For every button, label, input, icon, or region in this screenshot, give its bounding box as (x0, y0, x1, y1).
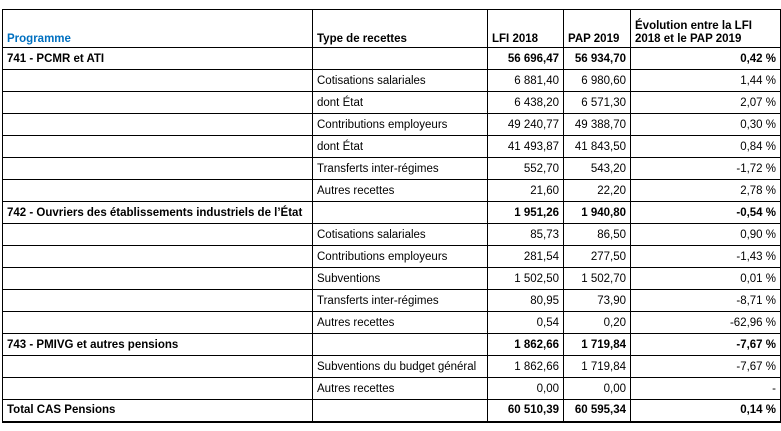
cell-programme (3, 312, 313, 334)
cell-evolution: -62,96 % (631, 312, 781, 334)
table-row (3, 268, 781, 290)
cell-lfi-2018: 1 502,50 (488, 268, 564, 290)
cell-programme (3, 224, 313, 246)
cell-type-de-recettes (313, 48, 488, 70)
cell-pap-2019: 0,20 (564, 312, 631, 334)
cell-type-de-recettes: Subventions (313, 268, 488, 290)
table-row (3, 246, 781, 268)
cell-type-de-recettes: Cotisations salariales (313, 224, 488, 246)
col-header-programme (3, 10, 313, 48)
cell-evolution: - (631, 378, 781, 400)
cell-programme (3, 158, 313, 180)
cell-lfi-2018: 21,60 (488, 180, 564, 202)
cell-pap-2019: 49 388,70 (564, 114, 631, 136)
cell-programme (3, 114, 313, 136)
cell-lfi-2018: 1 862,66 (488, 334, 564, 356)
cell-pap-2019: 73,90 (564, 290, 631, 312)
table-row (3, 114, 781, 136)
cell-pap-2019: 1 502,70 (564, 268, 631, 290)
cell-type-de-recettes (313, 334, 488, 356)
cell-pap-2019: 56 934,70 (564, 48, 631, 70)
cell-evolution: -0,54 % (631, 202, 781, 224)
cell-lfi-2018: 1 951,26 (488, 202, 564, 224)
cell-lfi-2018: 80,95 (488, 290, 564, 312)
cell-type-de-recettes: Contributions employeurs (313, 114, 488, 136)
table-row (3, 180, 781, 202)
cell-programme (3, 290, 313, 312)
cell-evolution: 2,07 % (631, 92, 781, 114)
cell-evolution: -7,67 % (631, 334, 781, 356)
cell-pap-2019: 1 719,84 (564, 356, 631, 378)
cell-programme: Total CAS Pensions (3, 400, 313, 422)
cell-type-de-recettes: Autres recettes (313, 378, 488, 400)
cell-programme (3, 268, 313, 290)
cell-pap-2019: 6 980,60 (564, 70, 631, 92)
table-row (3, 70, 781, 92)
cell-type-de-recettes (313, 202, 488, 224)
cell-evolution: 1,44 % (631, 70, 781, 92)
cell-evolution: 0,84 % (631, 136, 781, 158)
table-row (3, 356, 781, 378)
cell-type-de-recettes (313, 400, 488, 422)
cell-pap-2019: 86,50 (564, 224, 631, 246)
cell-lfi-2018: 0,00 (488, 378, 564, 400)
cell-type-de-recettes: Autres recettes (313, 312, 488, 334)
table-header (3, 10, 781, 48)
cell-lfi-2018: 552,70 (488, 158, 564, 180)
col-header-programme-label: Programme (7, 32, 71, 45)
cell-pap-2019: 60 595,34 (564, 400, 631, 422)
cell-evolution: -1,72 % (631, 158, 781, 180)
cell-programme: 742 - Ouvriers des établissements industriels de l’État (3, 202, 313, 224)
table-row (3, 400, 781, 422)
cell-lfi-2018: 1 862,66 (488, 356, 564, 378)
cell-pap-2019: 41 843,50 (564, 136, 631, 158)
cell-pap-2019: 6 571,30 (564, 92, 631, 114)
cell-programme (3, 92, 313, 114)
cell-type-de-recettes: Transferts inter-régimes (313, 158, 488, 180)
cell-lfi-2018: 281,54 (488, 246, 564, 268)
cell-evolution: -1,43 % (631, 246, 781, 268)
table-row (3, 158, 781, 180)
cell-type-de-recettes: Transferts inter-régimes (313, 290, 488, 312)
cell-type-de-recettes: dont État (313, 92, 488, 114)
cell-lfi-2018: 49 240,77 (488, 114, 564, 136)
cell-pap-2019: 1 940,80 (564, 202, 631, 224)
cell-programme (3, 70, 313, 92)
table-row (3, 312, 781, 334)
cell-pap-2019: 543,20 (564, 158, 631, 180)
col-header-type-de-recettes: Type de recettes (313, 10, 488, 48)
cell-lfi-2018: 60 510,39 (488, 400, 564, 422)
cell-programme (3, 378, 313, 400)
cell-lfi-2018: 85,73 (488, 224, 564, 246)
cell-lfi-2018: 6 438,20 (488, 92, 564, 114)
cell-evolution: -7,67 % (631, 356, 781, 378)
cell-evolution: -8,71 % (631, 290, 781, 312)
cell-type-de-recettes: Cotisations salariales (313, 70, 488, 92)
cell-programme (3, 246, 313, 268)
table-row (3, 290, 781, 312)
cell-programme (3, 356, 313, 378)
cell-evolution: 0,90 % (631, 224, 781, 246)
table-row (3, 202, 781, 224)
table-row (3, 378, 781, 400)
table-row (3, 48, 781, 70)
table-row (3, 92, 781, 114)
cell-lfi-2018: 0,54 (488, 312, 564, 334)
cell-programme: 741 - PCMR et ATI (3, 48, 313, 70)
col-header-pap-2019: PAP 2019 (564, 10, 631, 48)
cell-programme: 743 - PMIVG et autres pensions (3, 334, 313, 356)
cell-type-de-recettes: dont État (313, 136, 488, 158)
cell-evolution: 0,42 % (631, 48, 781, 70)
recettes-table (2, 9, 781, 423)
cell-lfi-2018: 41 493,87 (488, 136, 564, 158)
table-body (3, 48, 781, 422)
col-header-lfi-2018: LFI 2018 (488, 10, 564, 48)
cell-type-de-recettes: Subventions du budget général (313, 356, 488, 378)
cell-pap-2019: 0,00 (564, 378, 631, 400)
cell-programme (3, 180, 313, 202)
table-row (3, 334, 781, 356)
cell-evolution: 0,14 % (631, 400, 781, 422)
col-header-evolution: Évolution entre la LFI 2018 et le PAP 2019 (631, 10, 781, 48)
cell-type-de-recettes: Autres recettes (313, 180, 488, 202)
header-row (3, 10, 781, 48)
cell-evolution: 2,78 % (631, 180, 781, 202)
cell-programme (3, 136, 313, 158)
cell-evolution: 0,30 % (631, 114, 781, 136)
cell-type-de-recettes: Contributions employeurs (313, 246, 488, 268)
cell-pap-2019: 277,50 (564, 246, 631, 268)
table-row (3, 136, 781, 158)
table-row (3, 224, 781, 246)
cell-evolution: 0,01 % (631, 268, 781, 290)
cell-pap-2019: 22,20 (564, 180, 631, 202)
cell-lfi-2018: 6 881,40 (488, 70, 564, 92)
cell-pap-2019: 1 719,84 (564, 334, 631, 356)
cell-lfi-2018: 56 696,47 (488, 48, 564, 70)
